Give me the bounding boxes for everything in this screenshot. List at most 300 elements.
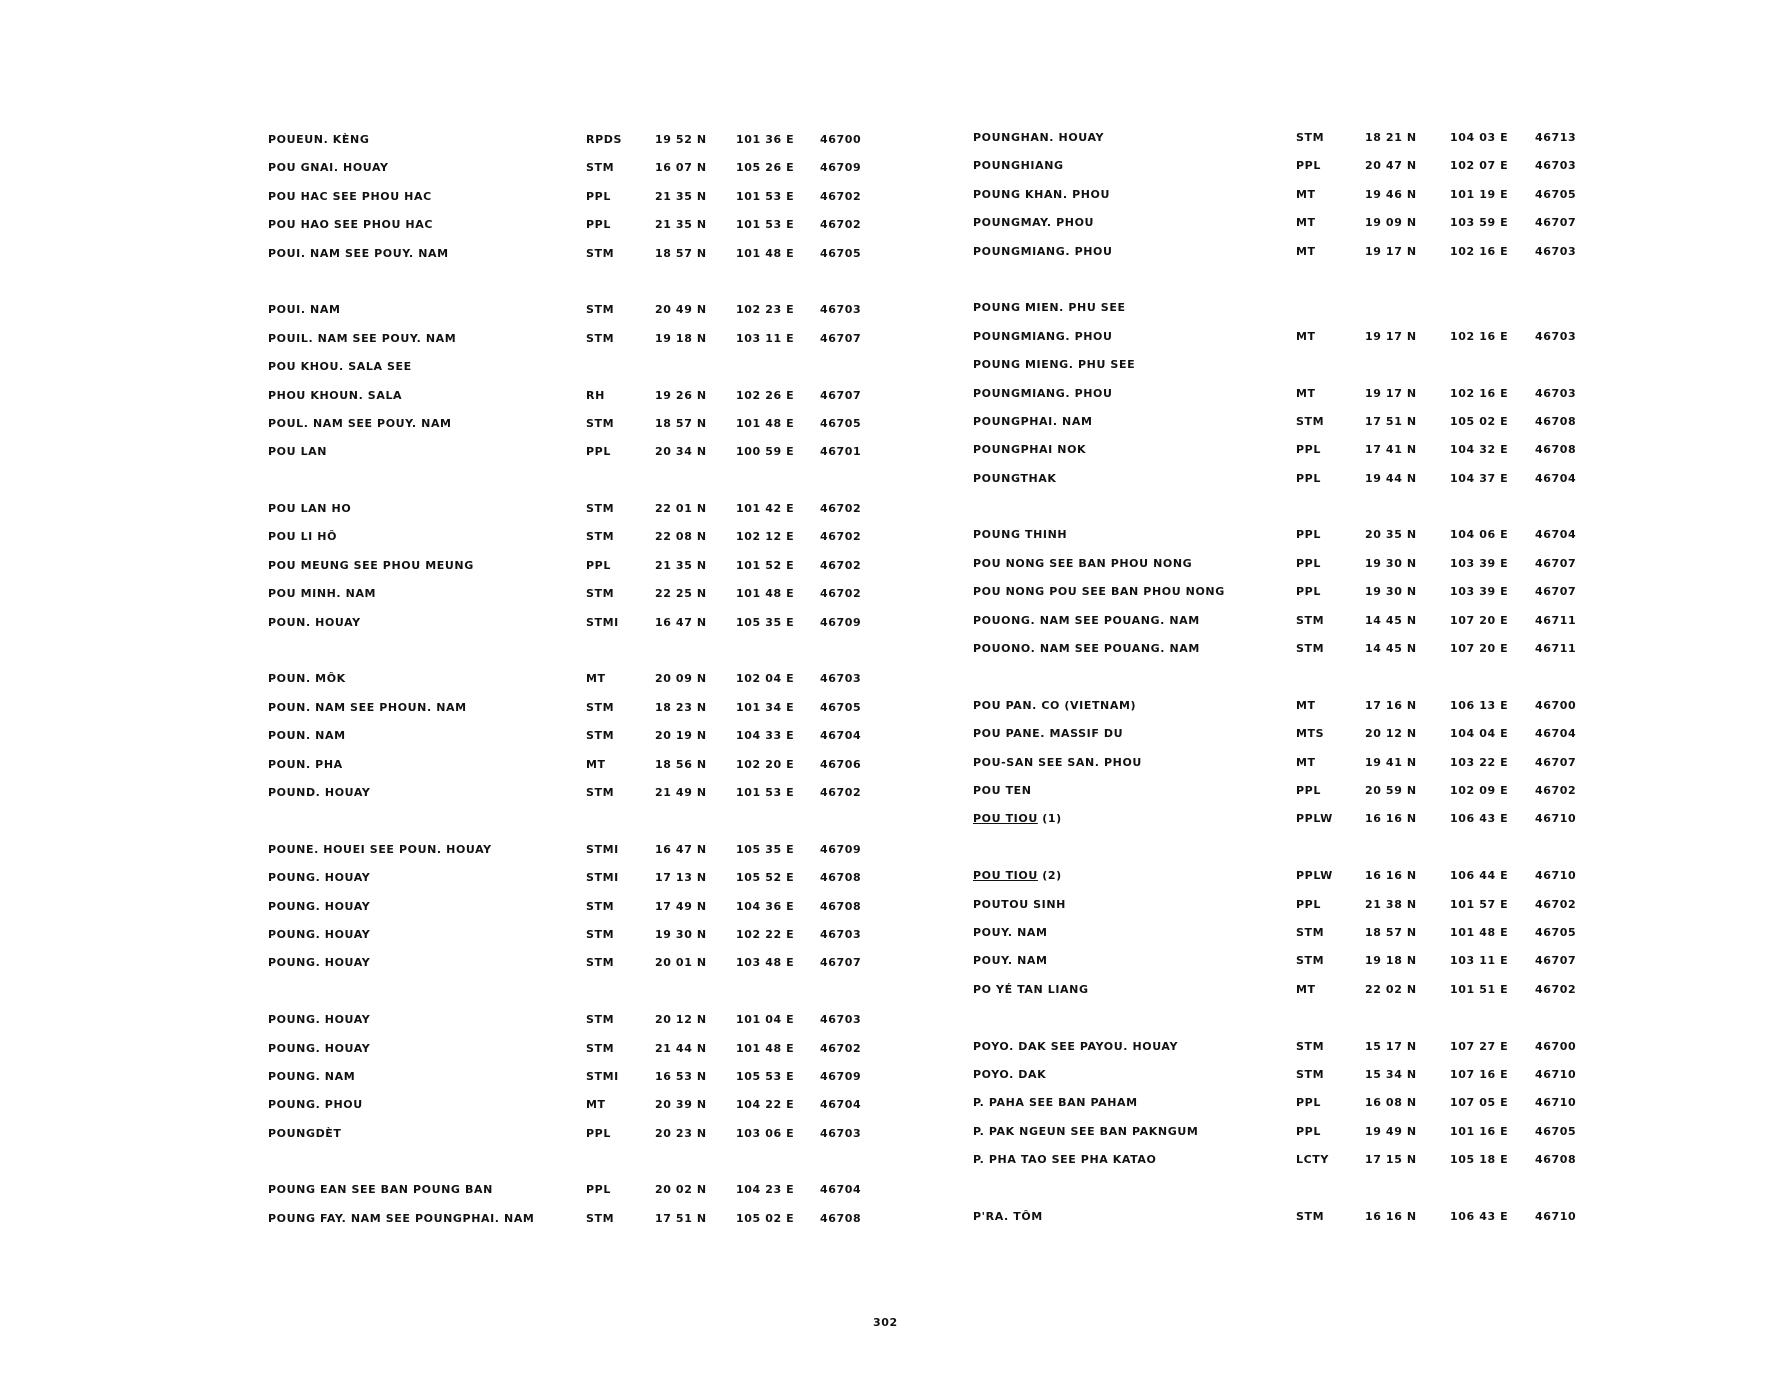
latitude: 19 49 N	[1365, 1124, 1417, 1138]
map-reference: 46708	[1535, 414, 1577, 428]
feature-code: RPDS	[586, 133, 622, 146]
place-name: POUNG. HOUAY	[268, 1013, 371, 1027]
place-name: POU KHOU. SALA SEE	[268, 360, 412, 374]
place-name: POUIL. NAM SEE POUY. NAM	[268, 331, 457, 345]
latitude: 18 57 N	[655, 246, 707, 260]
feature-code: STM	[586, 246, 615, 260]
place-name: POU MINH. NAM	[268, 587, 377, 601]
latitude: 16 47 N	[655, 842, 707, 856]
longitude: 101 34 E	[736, 700, 795, 714]
latitude: 22 25 N	[655, 587, 707, 601]
latitude: 20 47 N	[1365, 159, 1417, 173]
gazetteer-entry	[973, 670, 1593, 698]
place-name-suffix: (1)	[1037, 812, 1062, 826]
gazetteer-entry	[268, 360, 868, 388]
feature-code: PPL	[1296, 1124, 1321, 1138]
map-reference: 46710	[1535, 1067, 1577, 1081]
gazetteer-entry	[973, 528, 1593, 556]
gazetteer-entry	[973, 557, 1593, 585]
feature-code: PPL	[586, 218, 611, 232]
place-name: POU NONG SEE BAN PHOU NONG	[973, 556, 1193, 570]
place-name: POUNGPHAI NOK	[973, 443, 1087, 457]
feature-code: MT	[1296, 698, 1316, 712]
feature-code: PPL	[1296, 783, 1321, 797]
gazetteer-column-right	[973, 131, 1593, 1238]
latitude: 16 16 N	[1365, 1209, 1417, 1223]
longitude: 104 37 E	[1450, 471, 1509, 485]
gazetteer-entry	[268, 1212, 868, 1240]
place-name-underlined: POU TIOU	[973, 812, 1038, 826]
longitude: 101 57 E	[1450, 897, 1509, 911]
feature-code: PPL	[1296, 528, 1321, 542]
place-name: POUI. NAM SEE POUY. NAM	[268, 246, 449, 260]
gazetteer-entry	[268, 218, 868, 246]
gazetteer-entry	[268, 1042, 868, 1070]
map-reference: 46710	[1535, 812, 1577, 826]
gazetteer-entry	[268, 928, 868, 956]
latitude: 17 51 N	[1365, 414, 1417, 428]
latitude: 20 34 N	[655, 445, 707, 459]
place-name: POUNG. PHOU	[268, 1098, 363, 1112]
latitude: 14 45 N	[1365, 613, 1417, 627]
gazetteer-entry	[268, 1013, 868, 1041]
longitude: 105 02 E	[1450, 414, 1509, 428]
map-reference: 46706	[820, 757, 862, 771]
map-reference: 46708	[820, 871, 862, 885]
place-name: POUI. NAM	[268, 303, 341, 317]
longitude: 107 27 E	[1450, 1039, 1509, 1053]
latitude: 22 02 N	[1365, 982, 1417, 996]
map-reference: 46703	[820, 1126, 862, 1140]
gazetteer-entry	[268, 644, 868, 672]
latitude: 20 23 N	[655, 1126, 707, 1140]
longitude: 104 04 E	[1450, 727, 1509, 741]
latitude: 20 35 N	[1365, 528, 1417, 542]
latitude: 18 57 N	[1365, 925, 1417, 939]
gazetteer-entry	[268, 389, 868, 417]
map-reference: 46700	[1535, 1039, 1577, 1053]
map-reference: 46702	[820, 1041, 862, 1055]
feature-code: STM	[586, 729, 615, 743]
map-reference: 46705	[820, 246, 862, 260]
place-name: POUN. NAM	[268, 729, 346, 743]
latitude: 19 18 N	[655, 331, 707, 345]
gazetteer-entry	[973, 415, 1593, 443]
map-reference: 46701	[820, 445, 862, 459]
map-reference: 46702	[1535, 982, 1577, 996]
place-name: POU TEN	[973, 783, 1032, 797]
latitude: 19 30 N	[1365, 556, 1417, 570]
place-name: POUNG. HOUAY	[268, 956, 371, 970]
place-name: POYO. DAK	[973, 1067, 1047, 1081]
place-name: P'RA. TÔM	[973, 1209, 1043, 1223]
latitude: 21 38 N	[1365, 897, 1417, 911]
feature-code: STM	[586, 416, 615, 430]
longitude: 104 23 E	[736, 1183, 795, 1197]
map-reference: 46703	[1535, 159, 1577, 173]
longitude: 100 59 E	[736, 445, 795, 459]
latitude: 21 49 N	[655, 785, 707, 799]
feature-code: STM	[1296, 1209, 1325, 1223]
latitude: 20 01 N	[655, 956, 707, 970]
gazetteer-entry	[973, 869, 1593, 897]
latitude: 19 46 N	[1365, 187, 1417, 201]
map-reference: 46708	[820, 1211, 862, 1225]
place-name: POUNGMIANG. PHOU	[973, 329, 1113, 343]
longitude: 101 19 E	[1450, 187, 1509, 201]
feature-code: STM	[1296, 954, 1325, 968]
feature-code: MT	[1296, 982, 1316, 996]
gazetteer-entry	[973, 273, 1593, 301]
gazetteer-entry	[973, 159, 1593, 187]
gazetteer-entry	[268, 616, 868, 644]
place-name: POU MEUNG SEE PHOU MEUNG	[268, 558, 474, 572]
latitude: 15 17 N	[1365, 1039, 1417, 1053]
latitude: 19 17 N	[1365, 244, 1417, 258]
map-reference: 46702	[820, 189, 862, 203]
map-reference: 46704	[1535, 727, 1577, 741]
gazetteer-entry	[268, 1070, 868, 1098]
feature-code: STMI	[586, 615, 619, 629]
feature-code: STM	[586, 331, 615, 345]
longitude: 101 36 E	[736, 133, 795, 146]
map-reference: 46708	[820, 899, 862, 913]
map-reference: 46702	[1535, 783, 1577, 797]
latitude: 17 16 N	[1365, 698, 1417, 712]
longitude: 103 11 E	[1450, 954, 1509, 968]
gazetteer-entry	[268, 247, 868, 275]
longitude: 101 52 E	[736, 558, 795, 572]
longitude: 105 26 E	[736, 161, 795, 175]
feature-code: STMI	[586, 842, 619, 856]
page-number: 302	[873, 1316, 898, 1329]
gazetteer-entry	[268, 275, 868, 303]
feature-code: MT	[1296, 386, 1316, 400]
feature-code: MT	[1296, 329, 1316, 343]
map-reference: 46705	[1535, 925, 1577, 939]
latitude: 16 08 N	[1365, 1096, 1417, 1110]
feature-code: STM	[586, 785, 615, 799]
latitude: 16 47 N	[655, 615, 707, 629]
latitude: 17 41 N	[1365, 443, 1417, 457]
latitude: 14 45 N	[1365, 642, 1417, 656]
feature-code: MT	[1296, 755, 1316, 769]
gazetteer-entry	[973, 1181, 1593, 1209]
place-name: POUNE. HOUEI SEE POUN. HOUAY	[268, 842, 492, 856]
feature-code: STMI	[586, 871, 619, 885]
gazetteer-entry	[973, 699, 1593, 727]
place-name: POUNGHAN. HOUAY	[973, 131, 1105, 144]
longitude: 105 18 E	[1450, 1153, 1509, 1167]
gazetteer-entry	[268, 474, 868, 502]
longitude: 101 48 E	[736, 246, 795, 260]
map-reference: 46707	[820, 388, 862, 402]
latitude: 22 01 N	[655, 502, 707, 516]
place-name: POUNG MIEN. PHU SEE	[973, 301, 1126, 315]
feature-code: STM	[586, 303, 615, 317]
latitude: 15 34 N	[1365, 1067, 1417, 1081]
longitude: 105 52 E	[736, 871, 795, 885]
feature-code: PPL	[1296, 585, 1321, 599]
gazetteer-entry	[268, 900, 868, 928]
longitude: 103 11 E	[736, 331, 795, 345]
longitude: 106 43 E	[1450, 812, 1509, 826]
place-name: POU-SAN SEE SAN. PHOU	[973, 755, 1142, 769]
gazetteer-entry	[973, 500, 1593, 528]
feature-code: STM	[1296, 613, 1325, 627]
feature-code: PPL	[586, 189, 611, 203]
gazetteer-entry	[268, 1155, 868, 1183]
gazetteer-entry	[973, 301, 1593, 329]
gazetteer-entry	[973, 1011, 1593, 1039]
place-name: POUNGTHAK	[973, 471, 1057, 485]
place-name: POU LAN	[268, 445, 328, 459]
longitude: 103 22 E	[1450, 755, 1509, 769]
gazetteer-entry	[973, 1210, 1593, 1238]
longitude: 101 04 E	[736, 1013, 795, 1027]
map-reference: 46702	[820, 785, 862, 799]
feature-code: STM	[1296, 1067, 1325, 1081]
gazetteer-entry	[268, 672, 868, 700]
map-reference: 46702	[820, 530, 862, 544]
longitude: 101 48 E	[736, 416, 795, 430]
latitude: 19 17 N	[1365, 329, 1417, 343]
map-reference: 46702	[820, 218, 862, 232]
longitude: 104 32 E	[1450, 443, 1509, 457]
gazetteer-entry	[973, 727, 1593, 755]
latitude: 20 02 N	[655, 1183, 707, 1197]
feature-code: PPLW	[1296, 812, 1333, 826]
gazetteer-entry	[973, 131, 1593, 159]
gazetteer-entry	[973, 1040, 1593, 1068]
place-name: POU PAN. CO (VIETNAM)	[973, 698, 1137, 712]
map-reference: 46710	[1535, 1209, 1577, 1223]
gazetteer-entry	[268, 559, 868, 587]
gazetteer-entry	[268, 587, 868, 615]
feature-code: STM	[1296, 131, 1325, 144]
gazetteer-entry	[973, 841, 1593, 869]
place-name: POUNGHIANG	[973, 159, 1064, 173]
feature-code: STM	[586, 1013, 615, 1027]
latitude: 18 57 N	[655, 416, 707, 430]
place-name: POUN. MÔK	[268, 672, 346, 686]
latitude: 18 21 N	[1365, 131, 1417, 144]
latitude: 16 16 N	[1365, 869, 1417, 883]
gazetteer-entry	[973, 642, 1593, 670]
gazetteer-entry	[268, 303, 868, 331]
place-name: POUONO. NAM SEE POUANG. NAM	[973, 642, 1200, 656]
latitude: 22 08 N	[655, 530, 707, 544]
map-reference: 46703	[820, 927, 862, 941]
longitude: 102 16 E	[1450, 244, 1509, 258]
gazetteer-entry	[973, 1068, 1593, 1096]
gazetteer-entry	[268, 190, 868, 218]
map-reference: 46709	[820, 615, 862, 629]
map-reference: 46709	[820, 842, 862, 856]
gazetteer-entry	[268, 814, 868, 842]
gazetteer-entry	[268, 161, 868, 189]
gazetteer-entry	[973, 330, 1593, 358]
gazetteer-entry	[268, 502, 868, 530]
gazetteer-entry	[268, 417, 868, 445]
map-reference: 46703	[1535, 244, 1577, 258]
place-name: POUNGDÈT	[268, 1126, 342, 1140]
longitude: 104 03 E	[1450, 131, 1509, 144]
longitude: 101 48 E	[736, 1041, 795, 1055]
place-name: POUNGPHAI. NAM	[973, 414, 1093, 428]
map-reference: 46703	[1535, 386, 1577, 400]
feature-code: RH	[586, 388, 605, 402]
longitude: 101 53 E	[736, 785, 795, 799]
latitude: 18 56 N	[655, 757, 707, 771]
latitude: 19 17 N	[1365, 386, 1417, 400]
place-name: POUNG. HOUAY	[268, 1041, 371, 1055]
longitude: 101 48 E	[1450, 925, 1509, 939]
gazetteer-entry	[973, 585, 1593, 613]
longitude: 107 05 E	[1450, 1096, 1509, 1110]
feature-code: STM	[586, 587, 615, 601]
place-name: POUY. NAM	[973, 954, 1048, 968]
longitude: 102 22 E	[736, 927, 795, 941]
place-name: POUNG MIENG. PHU SEE	[973, 358, 1136, 372]
map-reference: 46709	[820, 1069, 862, 1083]
place-name: POU LAN HO	[268, 502, 352, 516]
latitude: 21 35 N	[655, 189, 707, 203]
map-reference: 46702	[820, 502, 862, 516]
gazetteer-entry	[268, 1127, 868, 1155]
map-reference: 46710	[1535, 869, 1577, 883]
gazetteer-entry	[973, 1153, 1593, 1181]
latitude: 19 09 N	[1365, 216, 1417, 230]
gazetteer-entry	[268, 133, 868, 161]
feature-code: STM	[586, 530, 615, 544]
place-name: POUNG FAY. NAM SEE POUNGPHAI. NAM	[268, 1211, 535, 1225]
longitude: 101 48 E	[736, 587, 795, 601]
place-name: POU HAO SEE PHOU HAC	[268, 218, 434, 232]
feature-code: STM	[586, 502, 615, 516]
gazetteer-entry	[973, 245, 1593, 273]
place-name-underlined: POU TIOU	[973, 869, 1038, 883]
feature-code: PPLW	[1296, 869, 1333, 883]
feature-code: STM	[586, 1041, 615, 1055]
latitude: 20 59 N	[1365, 783, 1417, 797]
longitude: 101 16 E	[1450, 1124, 1509, 1138]
feature-code: PPL	[1296, 443, 1321, 457]
map-reference: 46703	[1535, 329, 1577, 343]
gazetteer-entry	[268, 729, 868, 757]
gazetteer-entry	[973, 188, 1593, 216]
feature-code: MT	[586, 757, 606, 771]
longitude: 102 26 E	[736, 388, 795, 402]
latitude: 21 35 N	[655, 558, 707, 572]
map-reference: 46705	[1535, 187, 1577, 201]
feature-code: MT	[586, 1098, 606, 1112]
place-name: POU NONG POU SEE BAN PHOU NONG	[973, 585, 1225, 599]
longitude: 103 48 E	[736, 956, 795, 970]
gazetteer-entry	[973, 387, 1593, 415]
gazetteer-entry	[268, 843, 868, 871]
feature-code: STM	[586, 927, 615, 941]
longitude: 102 16 E	[1450, 329, 1509, 343]
latitude: 19 44 N	[1365, 471, 1417, 485]
feature-code: MT	[586, 672, 606, 686]
longitude: 105 35 E	[736, 615, 795, 629]
map-reference: 46707	[820, 331, 862, 345]
place-name: POUONG. NAM SEE POUANG. NAM	[973, 613, 1200, 627]
latitude: 19 26 N	[655, 388, 707, 402]
longitude: 103 06 E	[736, 1126, 795, 1140]
place-name: PO YÉ TAN LIANG	[973, 982, 1089, 996]
place-name: POUEUN. KÈNG	[268, 133, 370, 146]
map-reference: 46704	[820, 1098, 862, 1112]
feature-code: MT	[1296, 244, 1316, 258]
map-reference: 46711	[1535, 642, 1577, 656]
map-reference: 46703	[820, 1013, 862, 1027]
map-reference: 46705	[1535, 1124, 1577, 1138]
longitude: 105 53 E	[736, 1069, 795, 1083]
gazetteer-entry	[973, 1096, 1593, 1124]
map-reference: 46707	[820, 956, 862, 970]
longitude: 101 53 E	[736, 189, 795, 203]
gazetteer-entry	[973, 926, 1593, 954]
place-name: POUNGMIANG. PHOU	[973, 244, 1113, 258]
feature-code: MT	[1296, 216, 1316, 230]
feature-code: STM	[1296, 1039, 1325, 1053]
map-reference: 46702	[820, 558, 862, 572]
gazetteer-entry	[973, 443, 1593, 471]
latitude: 17 13 N	[655, 871, 707, 885]
place-name: POUY. NAM	[973, 925, 1048, 939]
longitude: 101 51 E	[1450, 982, 1509, 996]
gazetteer-entry	[268, 445, 868, 473]
latitude: 17 49 N	[655, 899, 707, 913]
feature-code: MTS	[1296, 727, 1325, 741]
latitude: 21 35 N	[655, 218, 707, 232]
place-name	[973, 869, 1062, 882]
place-name: P. PAHA SEE BAN PAHAM	[973, 1096, 1138, 1110]
map-reference: 46707	[1535, 585, 1577, 599]
map-reference: 46702	[1535, 897, 1577, 911]
place-name: P. PHA TAO SEE PHA KATAO	[973, 1153, 1157, 1167]
map-reference: 46700	[1535, 698, 1577, 712]
longitude: 101 42 E	[736, 502, 795, 516]
latitude: 19 41 N	[1365, 755, 1417, 769]
longitude: 102 16 E	[1450, 386, 1509, 400]
map-reference: 46711	[1535, 613, 1577, 627]
feature-code: PPL	[586, 445, 611, 459]
feature-code: PPL	[1296, 897, 1321, 911]
feature-code: STM	[586, 899, 615, 913]
latitude: 19 52 N	[655, 133, 707, 146]
longitude: 104 36 E	[736, 899, 795, 913]
gazetteer-entry	[973, 358, 1593, 386]
latitude: 20 12 N	[655, 1013, 707, 1027]
feature-code: PPL	[1296, 159, 1321, 173]
gazetteer-entry	[973, 784, 1593, 812]
place-name: PHOU KHOUN. SALA	[268, 388, 403, 402]
place-name: P. PAK NGEUN SEE BAN PAKNGUM	[973, 1124, 1199, 1138]
place-name: POUNG. HOUAY	[268, 927, 371, 941]
place-name: POUN. PHA	[268, 757, 343, 771]
place-name: POUN. HOUAY	[268, 615, 361, 629]
gazetteer-entry	[268, 701, 868, 729]
latitude: 17 51 N	[655, 1211, 707, 1225]
longitude: 102 23 E	[736, 303, 795, 317]
map-reference: 46708	[1535, 1153, 1577, 1167]
latitude: 20 49 N	[655, 303, 707, 317]
longitude: 102 04 E	[736, 672, 795, 686]
longitude: 107 20 E	[1450, 613, 1509, 627]
